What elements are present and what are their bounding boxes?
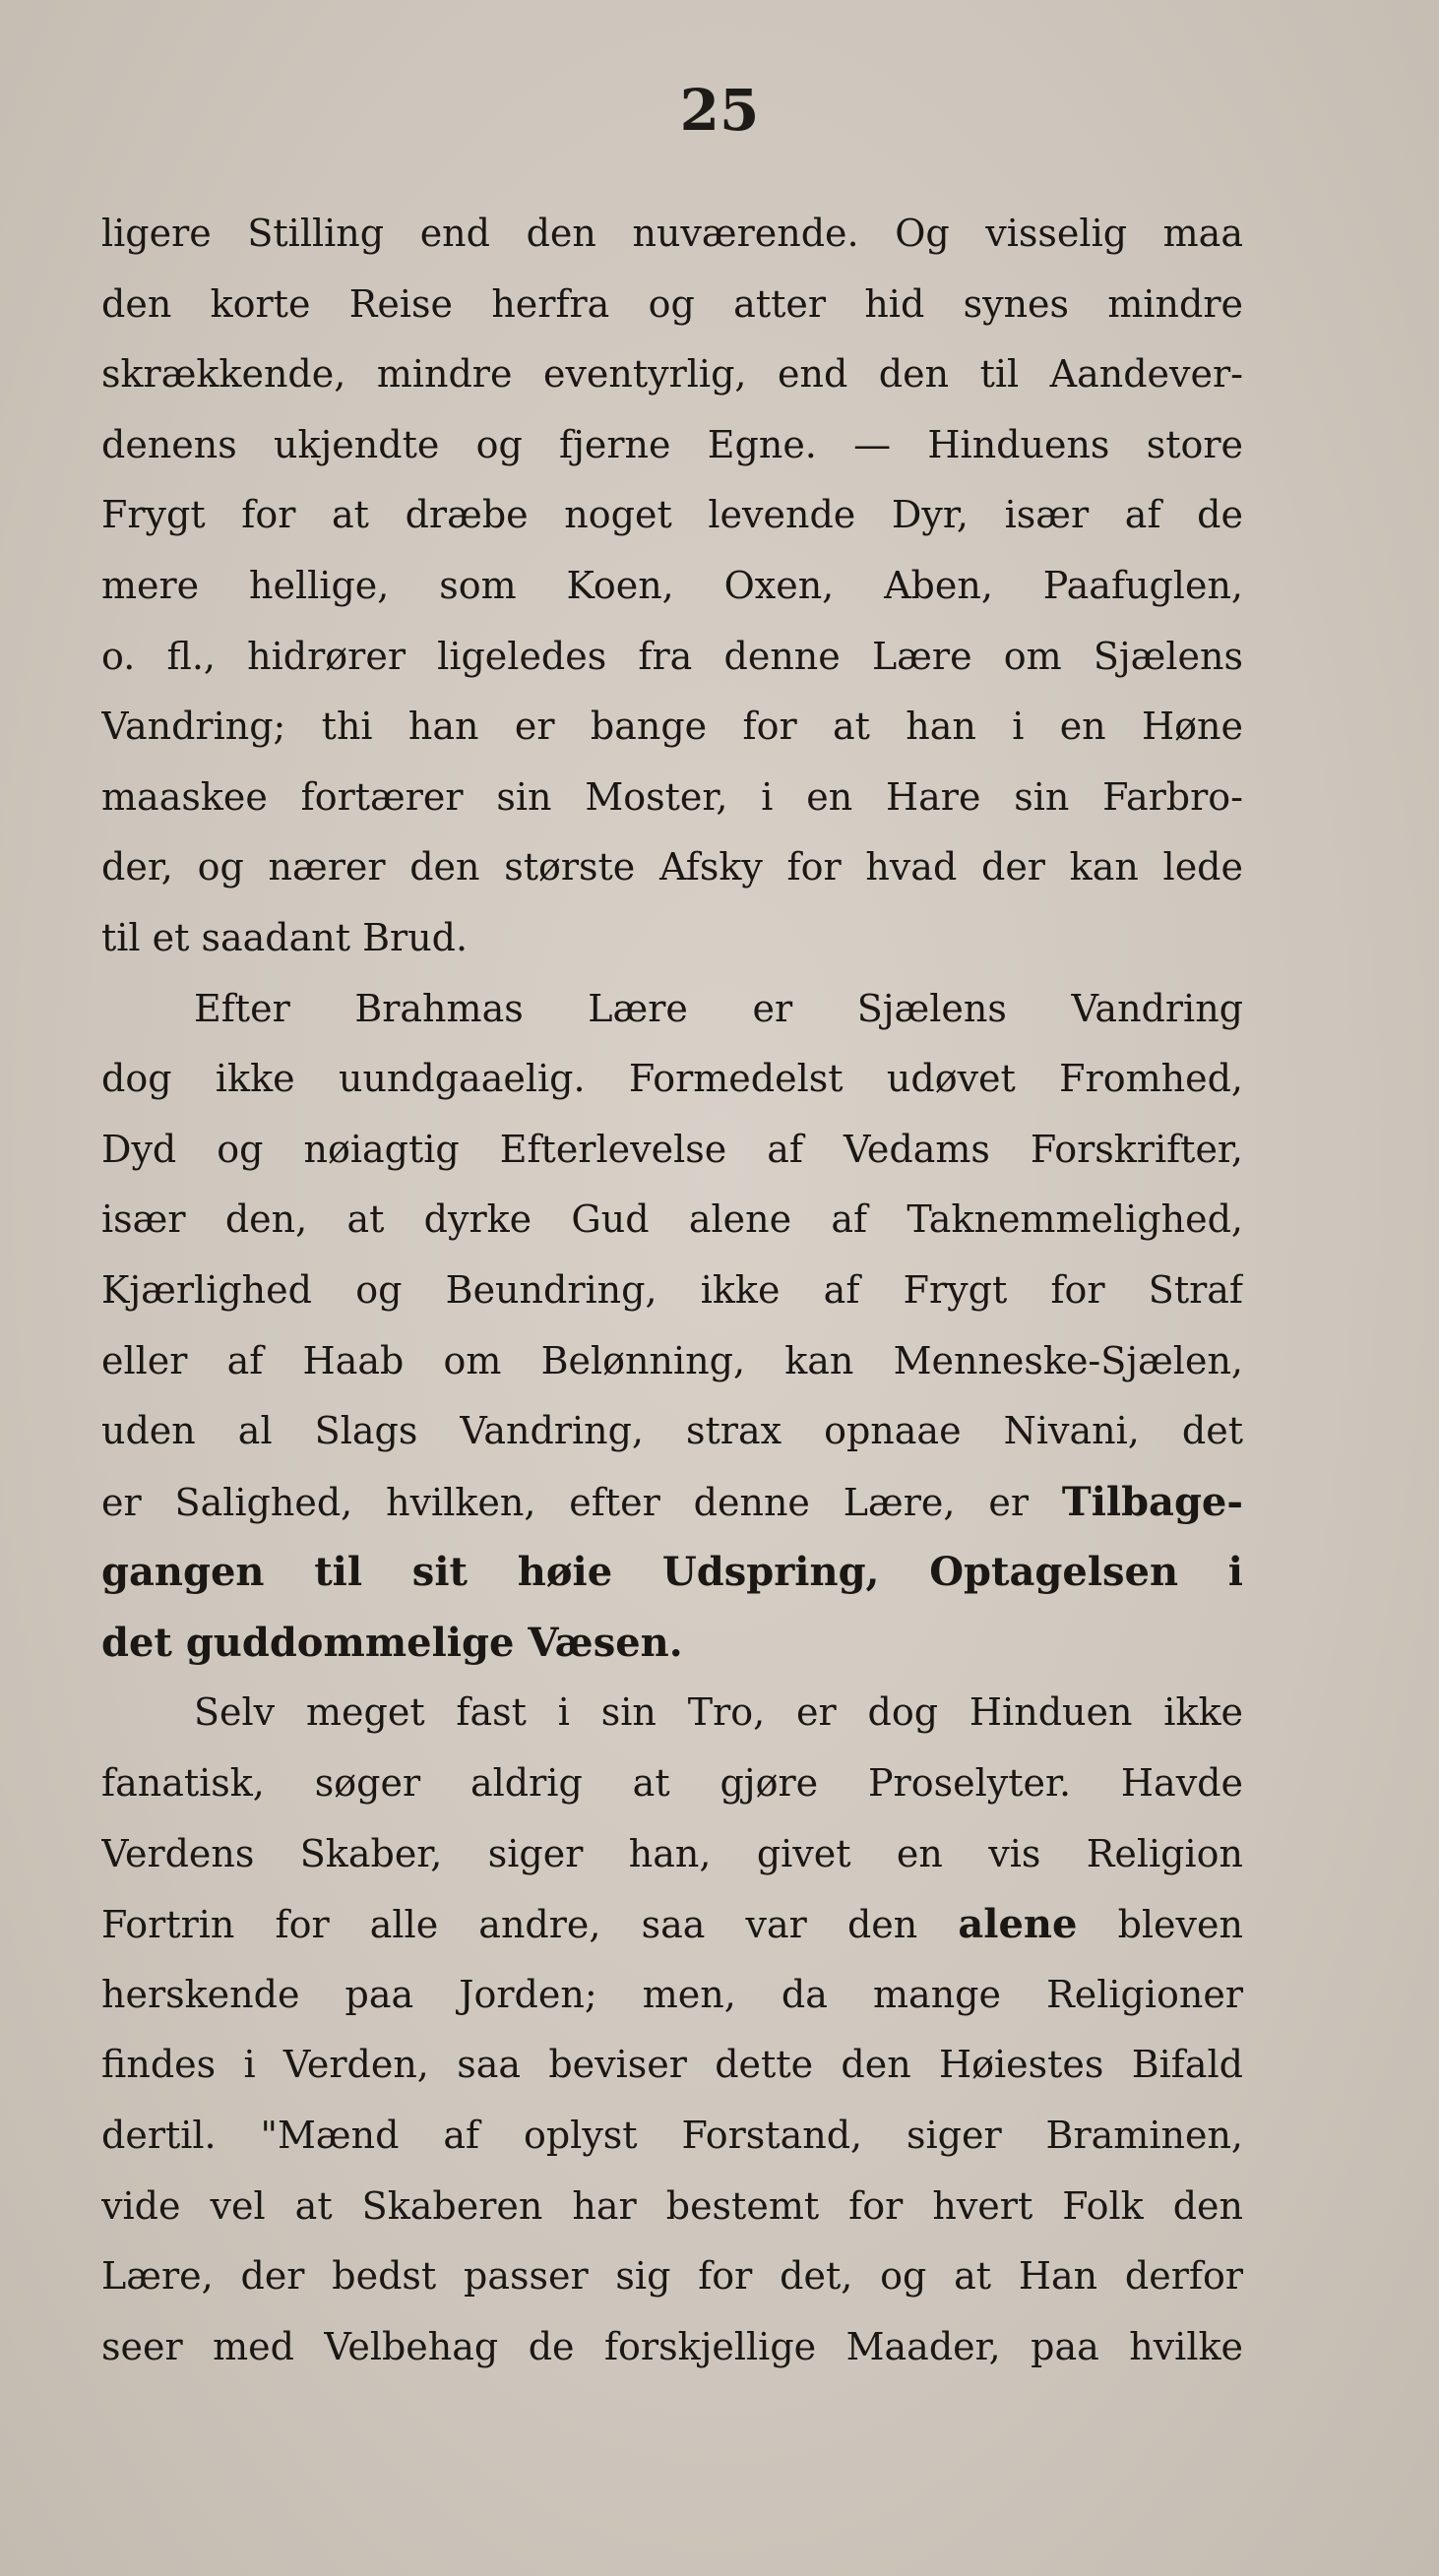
text-line: Vandring; thi han er bange for at han i en Høne xyxy=(101,705,1243,749)
text-line: vide vel at Skaberen har bestemt for hvert Folk den xyxy=(101,2183,1243,2228)
emphasis-text: Tilbage- xyxy=(1061,1478,1243,1525)
text-line: til et saadant Brud. xyxy=(101,915,469,959)
text-line: herskende paa Jorden; men, da mange Religioner xyxy=(101,1972,1243,2016)
text-line: eller af Haab om Belønning, kan Menneske-Sjælen, xyxy=(101,1338,1243,1382)
text-line: ligere Stilling end den nuværende. Og visselig maa xyxy=(101,212,1243,255)
text-line: skrækkende, mindre eventyrlig, end den til Aandever- xyxy=(101,352,1243,397)
text-line: dertil. "Mænd af oplyst Forstand, siger Braminen, xyxy=(101,2114,1243,2158)
text-line xyxy=(101,1889,1243,1960)
text-line: dog ikke uundgaaelig. Formedelst udøvet Fromhed, xyxy=(101,1057,1243,1101)
text-line: fanatisk, søger aldrig at gjøre Proselyter. Havde xyxy=(101,1761,1243,1806)
text-line: Lære, der bedst passer sig for det, og at Han derfor xyxy=(101,2254,1243,2299)
text-line: den korte Reise herfra og atter hid synes mindre xyxy=(101,281,1243,326)
text-line: maaskee fortærer sin Moster, i en Hare sin Farbro- xyxy=(101,774,1243,819)
emphasis-line: gangen til sit høie Udspring, Optagelsen i xyxy=(101,1549,1243,1596)
text-line xyxy=(101,1467,1243,1538)
text-line: Efter Brahmas Lære er Sjælens Vandring xyxy=(194,986,1243,1030)
text-line: findes i Verden, saa beviser dette den Høiestes Bifald xyxy=(101,2043,1243,2087)
text-span: bleven xyxy=(1117,1903,1243,1947)
text-line: Frygt for at dræbe noget levende Dyr, især af de xyxy=(101,493,1243,537)
text-line: Kjærlighed og Beundring, ikke af Frygt for Straf xyxy=(101,1267,1243,1312)
text-line: mere hellige, som Koen, Oxen, Aben, Paafuglen, xyxy=(101,563,1243,607)
text-span: Fortrin for alle andre, saa var den xyxy=(101,1903,918,1947)
text-line: o. fl., hidrører ligeledes fra denne Lære om Sjælens xyxy=(101,634,1243,678)
text-line: der, og nærer den største Afsky for hvad der kan lede xyxy=(101,845,1243,889)
page-number: 25 xyxy=(679,77,760,144)
emphasis-line: det guddommelige Væsen. xyxy=(101,1619,683,1666)
text-line: denens ukjendte og fjerne Egne. — Hinduens store xyxy=(101,422,1243,466)
text-line: Verdens Skaber, siger han, givet en vis Religion xyxy=(101,1831,1243,1875)
text-line: Selv meget fast i sin Tro, er dog Hinduen ikke xyxy=(194,1690,1243,1735)
text-line: Dyd og nøiagtig Efterlevelse af Vedams Forskrifter, xyxy=(101,1127,1243,1171)
emphasis-text: alene xyxy=(958,1901,1078,1948)
body-text xyxy=(101,199,1243,2382)
text-line: seer med Velbehag de forskjellige Maader, paa hvilke xyxy=(101,2324,1243,2368)
text-line: især den, at dyrke Gud alene af Taknemmelighed, xyxy=(101,1197,1243,1242)
text-line: uden al Slags Vandring, strax opnaae Nivani, det xyxy=(101,1409,1243,1453)
text-span: er Salighed, hvilken, efter denne Lære, er xyxy=(101,1480,1030,1524)
